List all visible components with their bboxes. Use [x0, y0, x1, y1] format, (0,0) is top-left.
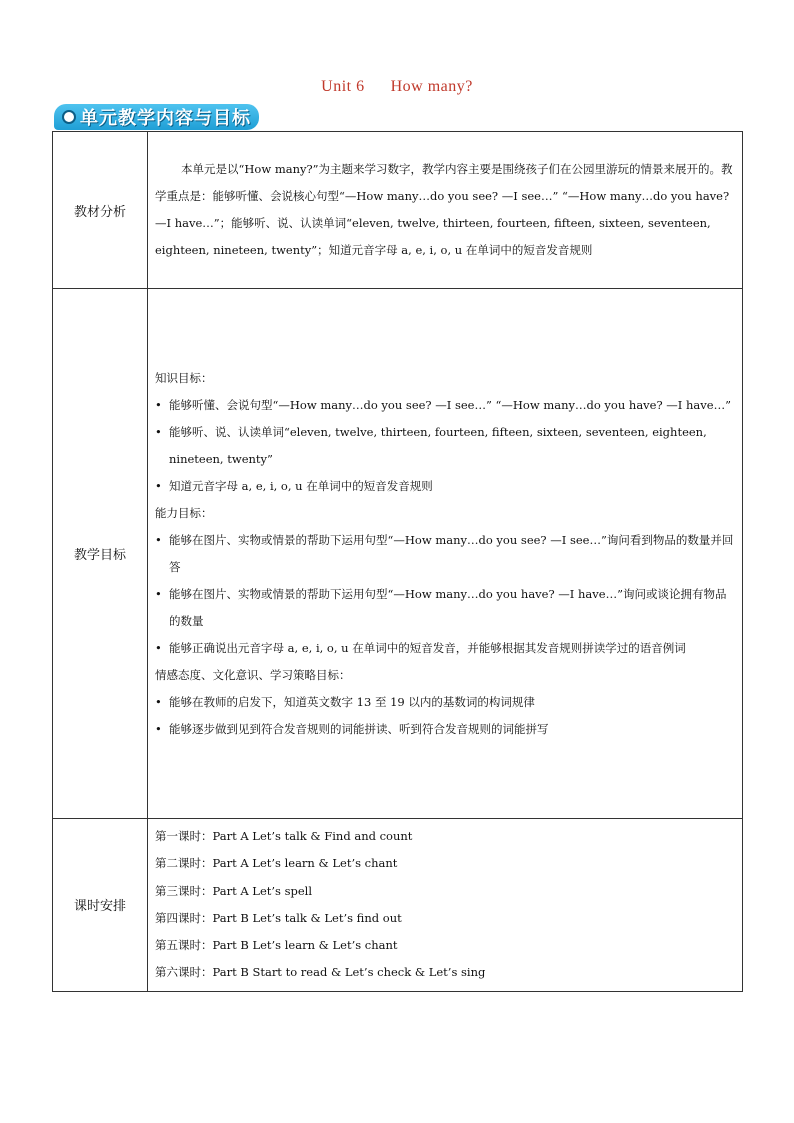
ability-heading: 能力目标： [155, 505, 213, 520]
unit-topic: How many? [390, 78, 473, 95]
unit-label: Unit 6 [321, 78, 365, 95]
schedule-item: 第二课时：Part A Let’s learn & Let’s chant [155, 856, 398, 871]
schedule-row [53, 819, 743, 992]
schedule-item: 第六课时：Part B Start to read & Let’s check & Let’s sing [155, 965, 486, 980]
schedule-item: 第五课时：Part B Let’s learn & Let’s chant [155, 938, 398, 953]
bullet-icon: • [155, 397, 162, 412]
ability-item: • 能够在图片、实物或情景的帮助下运用句型“—How many…do you see? —I see…”询问看到物品的数量并回答 [155, 527, 735, 581]
bullet-icon: • [155, 586, 162, 601]
ability-item: • 能够正确说出元音字母 a, e, i, o, u 在单词中的短音发音，并能够根据其发音规则拼读学过的语音例词 [155, 635, 735, 662]
goals-cell [148, 289, 743, 819]
bullet-icon: • [155, 424, 162, 439]
affect-item: • 能够逐步做到见到符合发音规则的词能拼读、听到符合发音规则的词能拼写 [155, 716, 735, 743]
bullet-icon: • [155, 478, 162, 493]
schedule-item: 第一课时：Part A Let’s talk & Find and count [155, 829, 413, 843]
knowledge-heading: 知识目标： [155, 370, 213, 385]
schedule-label: 课时安排 [53, 819, 148, 992]
schedule-item: 第三课时：Part A Let’s spell [155, 883, 313, 898]
goals-row [53, 289, 743, 819]
analysis-label: 教材分析 [53, 132, 148, 289]
bullet-icon: • [155, 721, 162, 736]
bullet-icon: • [155, 694, 162, 709]
knowledge-item: • 能够听懂、会说句型“—How many…do you see? —I see…” “—How many…do you have? —I have…” [155, 392, 735, 419]
affect-heading: 情感态度、文化意识、学习策略目标： [155, 667, 351, 682]
affect-item: • 能够在教师的启发下，知道英文数字 13 至 19 以内的基数词的构词规律 [155, 689, 735, 716]
schedule-cell [148, 819, 743, 992]
bullet-icon: • [155, 640, 162, 655]
bullet-icon: • [155, 532, 162, 547]
ability-item: • 能够在图片、实物或情景的帮助下运用句型“—How many…do you have? —I have…”询问或谈论拥有物品的数量 [155, 581, 735, 635]
goals-label: 教学目标 [53, 289, 148, 819]
unit-plan-table [52, 131, 743, 992]
analysis-text: 本单元是以“How many?”为主题来学习数字，教学内容主要是围绕孩子们在公园里游玩的情景来展开的。教学重点是：能够听懂、会说核心句型“—How many…do you see? —I see…” “—How many…do you have? —I have…”；能够听、说、认读单词“eleven, twelve, thirteen, fourteen, fifteen, sixteen, seventeen, eighteen, nineteen, twenty”；知道元音字母 a, e, i, o, u 在单词中的短音发音规则 [155, 162, 733, 257]
page-title [0, 78, 794, 96]
section-banner-text: 单元教学内容与目标 [80, 108, 251, 129]
section-banner [54, 104, 259, 130]
schedule-item: 第四课时：Part B Let’s talk & Let’s find out [155, 910, 402, 925]
analysis-cell [148, 132, 743, 289]
knowledge-item: • 知道元音字母 a, e, i, o, u 在单词中的短音发音规则 [155, 473, 735, 500]
knowledge-item: • 能够听、说、认读单词“eleven, twelve, thirteen, fourteen, fifteen, sixteen, seventeen, eighteen, nineteen, twenty” [155, 419, 735, 473]
analysis-row [53, 132, 743, 289]
banner-dot-icon [62, 110, 76, 124]
